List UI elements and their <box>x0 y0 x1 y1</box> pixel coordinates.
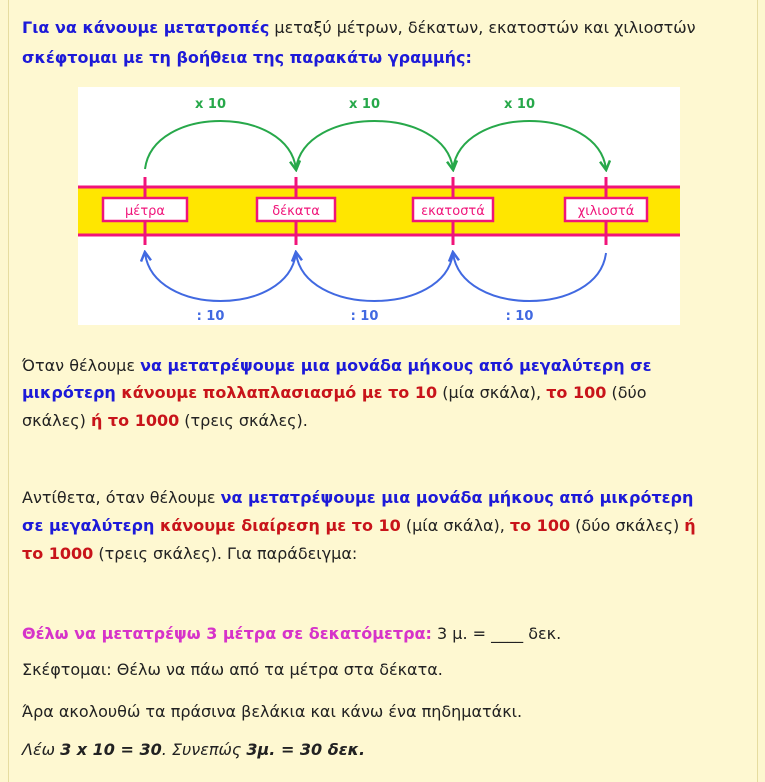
example-calc: 3 x 10 = 30 <box>60 740 162 759</box>
example-line-1: Σκέφτομαι: Θέλω να πάω από τα μέτρα στα δέκατα. <box>22 660 443 679</box>
para2-highlight-d: κάνουμε διαίρεση με το 10 <box>159 516 401 535</box>
example-question <box>22 624 561 643</box>
para1-line-2 <box>22 383 647 402</box>
divide-label-1: : 10 <box>196 309 225 324</box>
example-text-a: Λέω <box>22 740 61 759</box>
para2-highlight-i: το 1000 <box>22 544 94 563</box>
para2-highlight-h: ή <box>684 516 696 535</box>
intro-highlight: Για να κάνουμε μετατροπές <box>22 18 270 37</box>
para2-highlight-b: να μετατρέψουμε μια μονάδα μήκους από μικρότερη <box>220 488 694 507</box>
intro-line-2 <box>22 48 472 67</box>
divide-label-3: : 10 <box>505 309 534 324</box>
example-text-c: . Συνεπώς <box>161 740 247 759</box>
example-question-text: 3 μ. = ____ δεκ. <box>431 624 562 643</box>
para2-line-3 <box>22 544 357 563</box>
para1-text-a: Όταν θέλουμε <box>22 356 141 375</box>
para1-text-j: (τρεις σκάλες). <box>179 411 308 430</box>
para1-text-e: (μία σκάλα), <box>437 383 547 402</box>
divide-label-2: : 10 <box>350 309 379 324</box>
para1-highlight-c: μικρότερη <box>22 383 122 402</box>
para2-text-e: (μία σκάλα), <box>400 516 510 535</box>
example-question-label: Θέλω να μετατρέψω 3 μέτρα σε δεκατόμετρα: <box>22 624 432 643</box>
multiply-label-1: x 10 <box>194 97 227 112</box>
example-line-3 <box>22 740 365 759</box>
para1-highlight-f: το 100 <box>546 383 607 402</box>
intro-line-1 <box>22 18 696 37</box>
para2-highlight-f: το 100 <box>509 516 571 535</box>
para2-line-1 <box>22 488 693 507</box>
unit-label-3: εκατοστά <box>421 204 485 219</box>
unit-label-2: δέκατα <box>272 204 320 219</box>
para1-highlight-d: κάνουμε πολλαπλασιασμό με το 10 <box>121 383 438 402</box>
intro-highlight-2: σκέφτομαι με τη βοήθεια της παρακάτω γραμμής: <box>22 48 472 67</box>
multiply-label-2: x 10 <box>348 97 381 112</box>
example-line-2: Άρα ακολουθώ τα πράσινα βελάκια και κάνω ένα πηδηματάκι. <box>22 702 523 721</box>
para1-line-3 <box>22 411 308 430</box>
unit-conversion-diagram <box>78 87 680 325</box>
para2-line-2 <box>22 516 696 535</box>
para1-text-h: σκάλες) <box>22 411 91 430</box>
para2-text-j: (τρεις σκάλες). Για παράδειγμα: <box>93 544 358 563</box>
para2-text-g: (δύο σκάλες) <box>570 516 685 535</box>
unit-label-4: χιλιοστά <box>577 204 635 219</box>
para2-text-a: Αντίθετα, όταν θέλουμε <box>22 488 221 507</box>
para1-line-1 <box>22 356 652 375</box>
para1-text-g: (δύο <box>606 383 647 402</box>
para1-highlight-i: ή το 1000 <box>90 411 180 430</box>
para1-highlight-b: να μετατρέψουμε μια μονάδα μήκους από μεγαλύτερη σε <box>140 356 652 375</box>
example-result: 3μ. = 30 δεκ. <box>246 740 366 759</box>
intro-text: μεταξύ μέτρων, δέκατων, εκατοστών και χιλιοστών <box>269 18 696 37</box>
multiply-label-3: x 10 <box>503 97 536 112</box>
para2-highlight-c: σε μεγαλύτερη <box>22 516 160 535</box>
unit-label-1: μέτρα <box>125 204 165 219</box>
